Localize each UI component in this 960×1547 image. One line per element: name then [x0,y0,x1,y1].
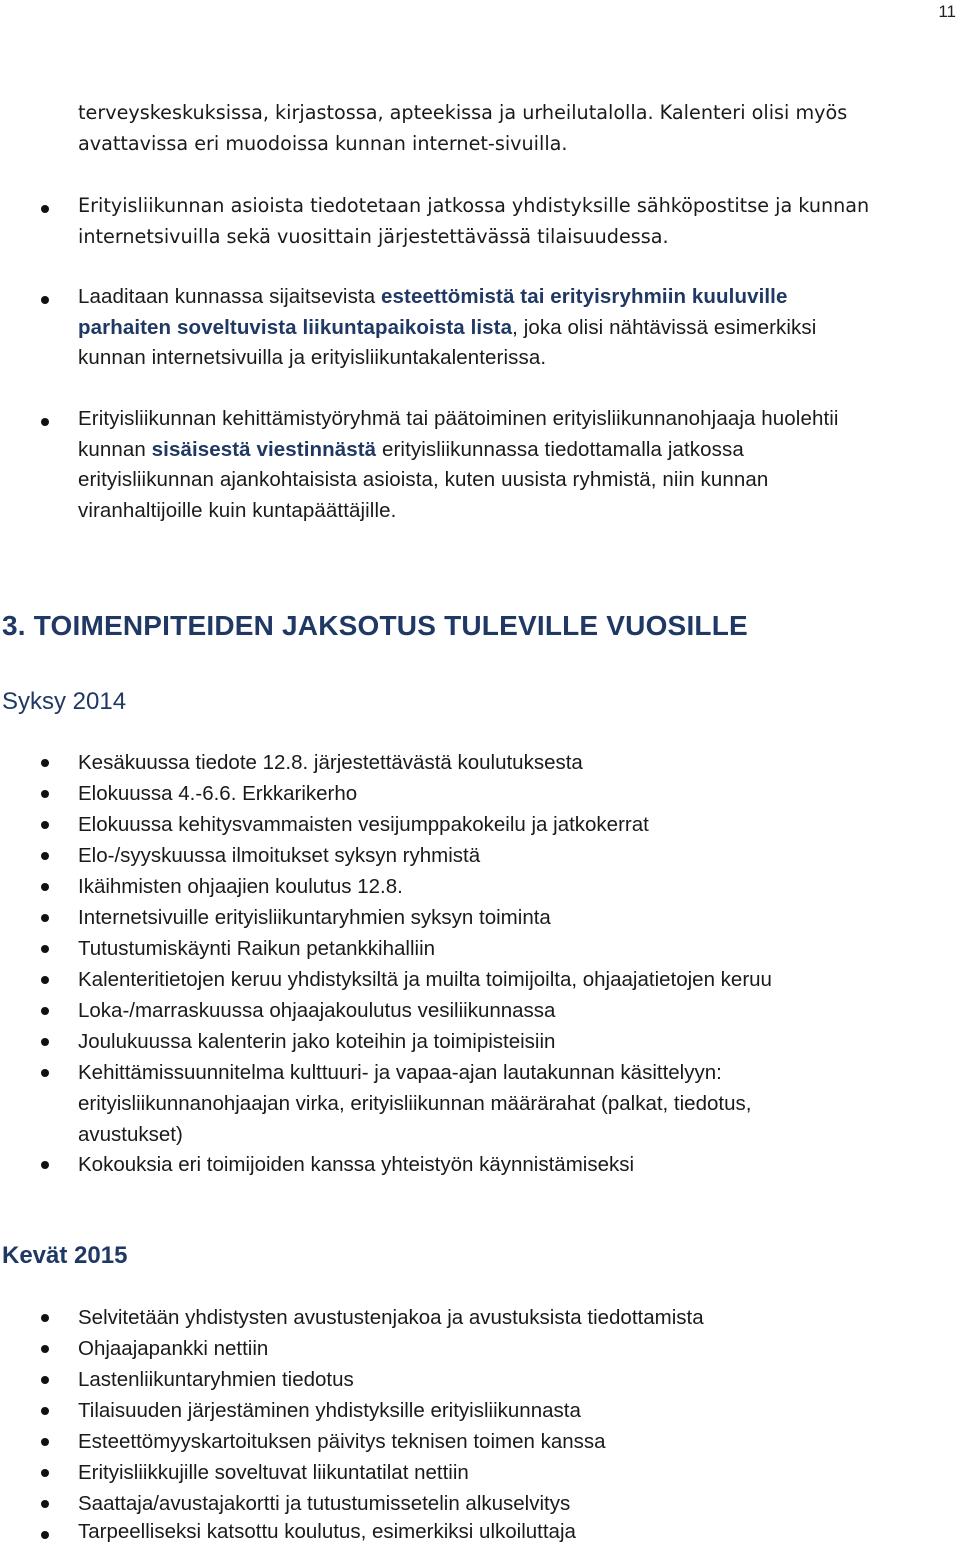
list-item: Tarpeelliseksi katsottu koulutus, esimerkiksi ulkoiluttaja [78,1520,576,1543]
list-item: Internetsivuille erityisliikuntaryhmien syksyn toiminta [78,906,551,929]
list-item: Ohjaajapankki nettiin [78,1337,269,1360]
text-span: erityisliikunnassa tiedottamalla jatkossa [376,437,744,461]
list-item: Joulukuussa kalenterin jako koteihin ja toimipisteisiin [78,1030,556,1053]
text-span: Laaditaan kunnassa sijaitsevista [78,285,382,308]
bullet-icon [41,1007,49,1015]
list-item: Kesäkuussa tiedote 12.8. järjestettävästä koulutuksesta [78,751,583,774]
bullet-icon [41,1314,49,1322]
bullet-icon [41,914,49,922]
emphasized-text: parhaiten soveltuvista liikuntapaikoista lista [78,315,513,339]
text-line: Kehittämissuunnitelma kulttuuri- ja vapaa-ajan lautakunnan käsittelyyn: [78,1061,722,1084]
section-title: 3. TOIMENPITEIDEN JAKSOTUS TULEVILLE VUOSILLE [2,610,748,641]
autumn-heading: Syksy 2014 [2,688,127,715]
bullet-icon [41,759,49,767]
text-line: terveyskeskuksissa, kirjastossa, apteekissa ja urheilutalolla. Kalenteri olisi myös [78,101,848,124]
bullet-icon [41,1069,49,1077]
text-line: erityisliikunnanohjaajan virka, erityisliikunnan määrärahat (palkat, tiedotus, [78,1092,752,1115]
list-item: Selvitetään yhdistysten avustustenjakoa ja avustuksista tiedottamista [78,1306,704,1329]
list-item: Elokuussa kehitysvammaisten vesijumppakokeilu ja jatkokerrat [78,813,649,836]
list-item [78,1057,948,1150]
list-item: Tutustumiskäynti Raikun petankkihalliin [78,937,436,960]
list-item: Elokuussa 4.-6.6. Erkkarikerho [78,782,358,805]
text-line: viranhaltijoille kuin kuntapäättäjille. [78,498,397,522]
bullet-icon [41,296,49,304]
text-line: internetsivuilla sekä vuosittain järjestettävässä tilaisuudessa. [78,224,669,248]
text-line: Erityisliikunnan kehittämistyöryhmä tai päätoiminen erityisliikunnanohjaaja huolehtii [78,407,839,430]
emphasized-text: esteettömistä tai erityisryhmiin kuuluville [381,285,788,308]
text-span: kunnan [78,437,152,461]
intro-bullet-item [78,191,954,252]
bullet-icon [41,1038,49,1046]
text-line: erityisliikunnan ajankohtaisista asioista, kuten uusista ryhmistä, niin kunnan [78,468,769,491]
list-item: Tilaisuuden järjestäminen yhdistyksille erityisliikunnasta [78,1399,581,1422]
bullet-icon [41,1469,49,1477]
text-line: Erityisliikunnan asioista tiedotetaan jatkossa yhdistyksille sähköpostitse ja kunnan [78,194,870,217]
bullet-icon [41,1161,49,1169]
list-item: Saattaja/avustajakortti ja tutustumissetelin alkuselvitys [78,1492,571,1515]
emphasized-text: sisäisestä viestinnästä [151,437,377,461]
text-line: avustukset) [78,1123,183,1146]
list-item: Kalenteritietojen keruu yhdistyksiltä ja muilta toimijoilta, ohjaajatietojen keruu [78,968,772,991]
page-number: 11 [938,2,956,21]
bullet-icon [41,790,49,798]
text-line [78,282,954,313]
text-span: , joka olisi nähtävissä esimerkiksi [512,315,817,339]
text-line [78,313,954,344]
list-item: Esteettömyyskartoituksen päivitys teknisen toimen kanssa [78,1430,606,1453]
bullet-icon [41,883,49,891]
bullet-icon [41,821,49,829]
intro-bullet-item [78,282,954,374]
list-item: Ikäihmisten ohjaajien koulutus 12.8. [78,875,403,898]
text-line: avattavissa eri muodoissa kunnan internet-sivuilla. [78,131,568,155]
intro-paragraph-continuation [78,98,954,159]
bullet-icon [41,976,49,984]
list-item: Elo-/syyskuussa ilmoitukset syksyn ryhmistä [78,844,481,867]
bullet-icon [41,852,49,860]
bullet-icon [41,1376,49,1384]
text-line [78,435,954,466]
bullet-icon [41,205,49,213]
bullet-icon [41,1407,49,1415]
spring-heading: Kevät 2015 [2,1242,128,1269]
bullet-icon [41,945,49,953]
list-item: Lastenliikuntaryhmien tiedotus [78,1368,354,1391]
bullet-icon [41,1438,49,1446]
bullet-icon [41,1345,49,1353]
bullet-icon [41,1531,49,1539]
bullet-icon [41,1500,49,1508]
list-item: Erityisliikkujille soveltuvat liikuntatilat nettiin [78,1461,469,1484]
list-item: Kokouksia eri toimijoiden kanssa yhteistyön käynnistämiseksi [78,1153,635,1176]
list-item: Loka-/marraskuussa ohjaajakoulutus vesiliikunnassa [78,999,556,1022]
intro-bullet-item [78,404,954,526]
text-line: kunnan internetsivuilla ja erityisliikuntakalenterissa. [78,346,547,369]
bullet-icon [41,418,49,426]
